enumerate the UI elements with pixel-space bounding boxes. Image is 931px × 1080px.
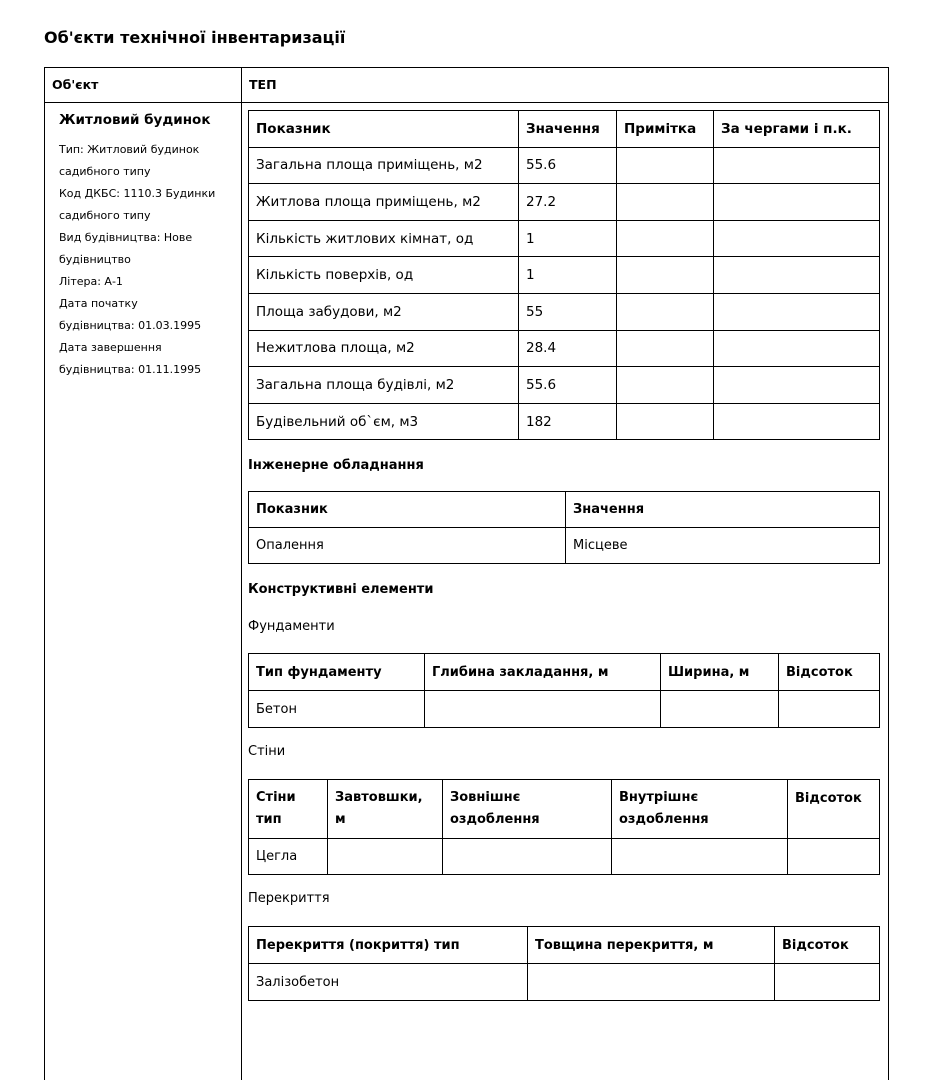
object-letter: Літера: А-1 [59, 275, 123, 288]
value-cell: 1 [519, 220, 617, 257]
note-cell [617, 257, 714, 294]
value-cell: 55.6 [519, 147, 617, 184]
table-row [249, 293, 880, 330]
column-header: За чергами і п.к. [714, 111, 880, 148]
thickness-cell [328, 839, 443, 875]
column-header: Примітка [617, 111, 714, 148]
table-header-row [249, 654, 880, 691]
indicator-cell: Житлова площа приміщень, м2 [249, 184, 519, 221]
structural-section-title: Конструктивні елементи [248, 582, 434, 597]
table-row [249, 257, 880, 294]
stage-cell [714, 403, 880, 440]
exterior-finish-cell [443, 839, 612, 875]
stage-cell [714, 367, 880, 404]
note-cell [617, 367, 714, 404]
foundation-type-cell: Бетон [249, 691, 425, 728]
stage-cell [714, 257, 880, 294]
table-row [249, 220, 880, 257]
value-cell: 27.2 [519, 184, 617, 221]
column-header: Відсоток [788, 780, 880, 839]
depth-cell [425, 691, 661, 728]
percent-cell [788, 839, 880, 875]
column-header: Стіни тип [249, 780, 328, 839]
column-header: Перекриття (покриття) тип [249, 927, 528, 964]
column-header: Завтовшки, м [328, 780, 443, 839]
foundations-table [248, 653, 880, 728]
floors-table [248, 926, 880, 1001]
object-column-header: Об'єкт [52, 77, 99, 92]
value-cell: 182 [519, 403, 617, 440]
column-header: Показник [249, 492, 566, 528]
table-row [249, 528, 880, 564]
object-name: Житловий будинок [59, 112, 211, 128]
page-title: Об'єкти технічної інвентаризації [44, 28, 346, 47]
stage-cell [714, 184, 880, 221]
table-row [249, 330, 880, 367]
table-row [249, 184, 880, 221]
floors-label: Перекриття [248, 891, 330, 906]
interior-finish-cell [612, 839, 788, 875]
value-cell: 55.6 [519, 367, 617, 404]
engineering-section-title: Інженерне обладнання [248, 458, 424, 473]
table-row [249, 691, 880, 728]
width-cell [661, 691, 779, 728]
note-cell [617, 403, 714, 440]
note-cell [617, 220, 714, 257]
column-header: Ширина, м [661, 654, 779, 691]
column-header: Внутрішнє оздоблення [612, 780, 788, 839]
column-header: Показник [249, 111, 519, 148]
percent-cell [779, 691, 880, 728]
stage-cell [714, 293, 880, 330]
column-header: Зовнішнє оздоблення [443, 780, 612, 839]
foundations-label: Фундаменти [248, 619, 335, 634]
note-cell [617, 147, 714, 184]
column-header: Значення [566, 492, 880, 528]
value-cell: 55 [519, 293, 617, 330]
column-header: Товщина перекриття, м [528, 927, 775, 964]
walls-label: Стіни [248, 744, 286, 759]
stage-cell [714, 330, 880, 367]
indicator-cell: Загальна площа будівлі, м2 [249, 367, 519, 404]
table-row [249, 839, 880, 875]
indicator-cell: Кількість житлових кімнат, од [249, 220, 519, 257]
tep-table [248, 110, 880, 440]
table-header-row [249, 111, 880, 148]
floor-type-cell: Залізобетон [249, 964, 528, 1001]
note-cell [617, 184, 714, 221]
engineering-table [248, 491, 880, 564]
object-type: Тип: Житловий будинок садибного типу [59, 143, 200, 178]
object-start-date: Дата початку будівництва: 01.03.1995 [59, 297, 202, 332]
indicator-cell: Кількість поверхів, од [249, 257, 519, 294]
value-cell: 28.4 [519, 330, 617, 367]
indicator-cell: Загальна площа приміщень, м2 [249, 147, 519, 184]
indicator-cell: Будівельний об`єм, м3 [249, 403, 519, 440]
table-row [249, 147, 880, 184]
column-header: Значення [519, 111, 617, 148]
object-details [59, 112, 237, 381]
column-divider [241, 68, 242, 1080]
inventory-header-row [45, 68, 888, 103]
percent-cell [775, 964, 880, 1001]
object-dkbs-code: Код ДКБС: 1110.3 Будинки садибного типу [59, 187, 216, 222]
tep-column-header: ТЕП [249, 77, 277, 92]
object-construction-kind: Вид будівництва: Нове будівництво [59, 231, 193, 266]
column-header: Відсоток [775, 927, 880, 964]
table-row [249, 367, 880, 404]
stage-cell [714, 147, 880, 184]
indicator-cell: Нежитлова площа, м2 [249, 330, 519, 367]
table-row [249, 403, 880, 440]
value-cell: Місцеве [566, 528, 880, 564]
column-header: Відсоток [779, 654, 880, 691]
table-row [249, 964, 880, 1001]
stage-cell [714, 220, 880, 257]
object-end-date: Дата завершення будівництва: 01.11.1995 [59, 341, 202, 376]
table-header-row [249, 780, 880, 839]
column-header: Глибина закладання, м [425, 654, 661, 691]
value-cell: 1 [519, 257, 617, 294]
indicator-cell: Площа забудови, м2 [249, 293, 519, 330]
column-header: Тип фундаменту [249, 654, 425, 691]
table-header-row [249, 927, 880, 964]
note-cell [617, 330, 714, 367]
indicator-cell: Опалення [249, 528, 566, 564]
wall-type-cell: Цегла [249, 839, 328, 875]
floor-thickness-cell [528, 964, 775, 1001]
table-header-row [249, 492, 880, 528]
note-cell [617, 293, 714, 330]
walls-table [248, 779, 880, 875]
